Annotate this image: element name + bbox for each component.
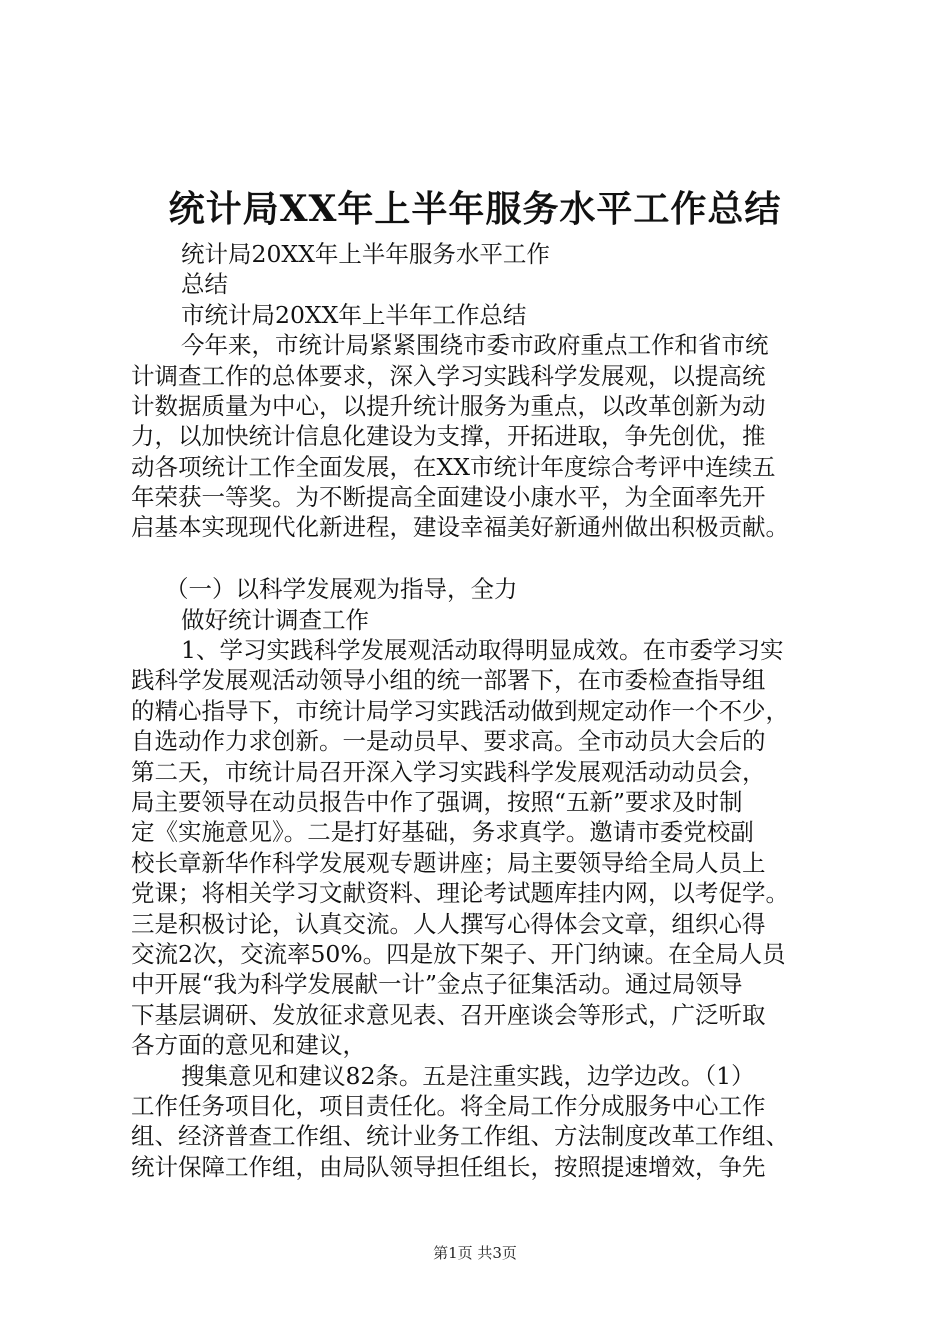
text-line: 第二天，市统计局召开深入学习实践科学发展观活动动员会，	[131, 758, 766, 786]
text-line: 工作任务项目化，项目责任化。将全局工作分成服务中心工作	[131, 1092, 766, 1120]
text-line: 校长章新华作科学发展观专题讲座；局主要领导给全局人员上	[131, 849, 766, 877]
text-line: 自选动作力求创新。一是动员早、要求高。全市动员大会后的	[131, 727, 766, 755]
text-line: 计数据质量为中心，以提升统计服务为重点，以改革创新为动	[131, 392, 766, 420]
text-line: 动各项统计工作全面发展，在XX市统计年度综合考评中连续五	[131, 453, 776, 481]
text-line: 搜集意见和建议82条。五是注重实践，边学边改。（1）	[181, 1062, 755, 1090]
text-line: 下基层调研、发放征求意见表、召开座谈会等形式，广泛听取	[131, 1001, 766, 1029]
page-number: 第1页 共3页	[433, 1244, 517, 1262]
text-line: 各方面的意见和建议，	[131, 1031, 366, 1059]
text-line: 总结	[181, 270, 228, 298]
text-line: 局主要领导在动员报告中作了强调，按照“五新”要求及时制	[131, 788, 743, 816]
text-line: 计调查工作的总体要求，深入学习实践科学发展观，以提高统	[131, 362, 766, 390]
text-line: 践科学发展观活动领导小组的统一部署下，在市委检查指导组	[131, 666, 766, 694]
text-line: 党课；将相关学习文献资料、理论考试题库挂内网，以考促学。	[131, 879, 789, 907]
text-line: 统计局20XX年上半年服务水平工作	[181, 240, 550, 268]
section-heading: （一）以科学发展观为指导，全力	[165, 575, 518, 603]
text-line: 力，以加快统计信息化建设为支撑，开拓进取，争先创优，推	[131, 422, 766, 450]
text-line: 今年来，市统计局紧紧围绕市委市政府重点工作和省市统	[181, 331, 769, 359]
text-line: 三是积极讨论，认真交流。人人撰写心得体会文章，组织心得	[131, 910, 766, 938]
text-line: 统计保障工作组，由局队领导担任组长，按照提速增效，争先	[131, 1153, 766, 1181]
text-line: 市统计局20XX年上半年工作总结	[181, 301, 527, 329]
text-line: 的精心指导下，市统计局学习实践活动做到规定动作一个不少，	[131, 697, 789, 725]
text-line: 1、学习实践科学发展观活动取得明显成效。在市委学习实	[181, 636, 784, 664]
text-line: 定《实施意见》。二是打好基础，务求真学。邀请市委党校副	[131, 818, 754, 846]
section-heading: 做好统计调查工作	[181, 606, 369, 634]
document-title: 统计局XX年上半年服务水平工作总结	[168, 188, 782, 230]
text-line: 年荣获一等奖。为不断提高全面建设小康水平，为全面率先开	[131, 483, 766, 511]
text-line: 交流2次，交流率50%。四是放下架子、开门纳谏。在全局人员	[131, 940, 786, 968]
text-line: 中开展“我为科学发展献一计”金点子征集活动。通过局领导	[131, 970, 743, 998]
text-line: 组、经济普查工作组、统计业务工作组、方法制度改革工作组、	[131, 1122, 789, 1150]
text-line: 启基本实现现代化新进程，建设幸福美好新通州做出积极贡献。	[131, 513, 789, 541]
